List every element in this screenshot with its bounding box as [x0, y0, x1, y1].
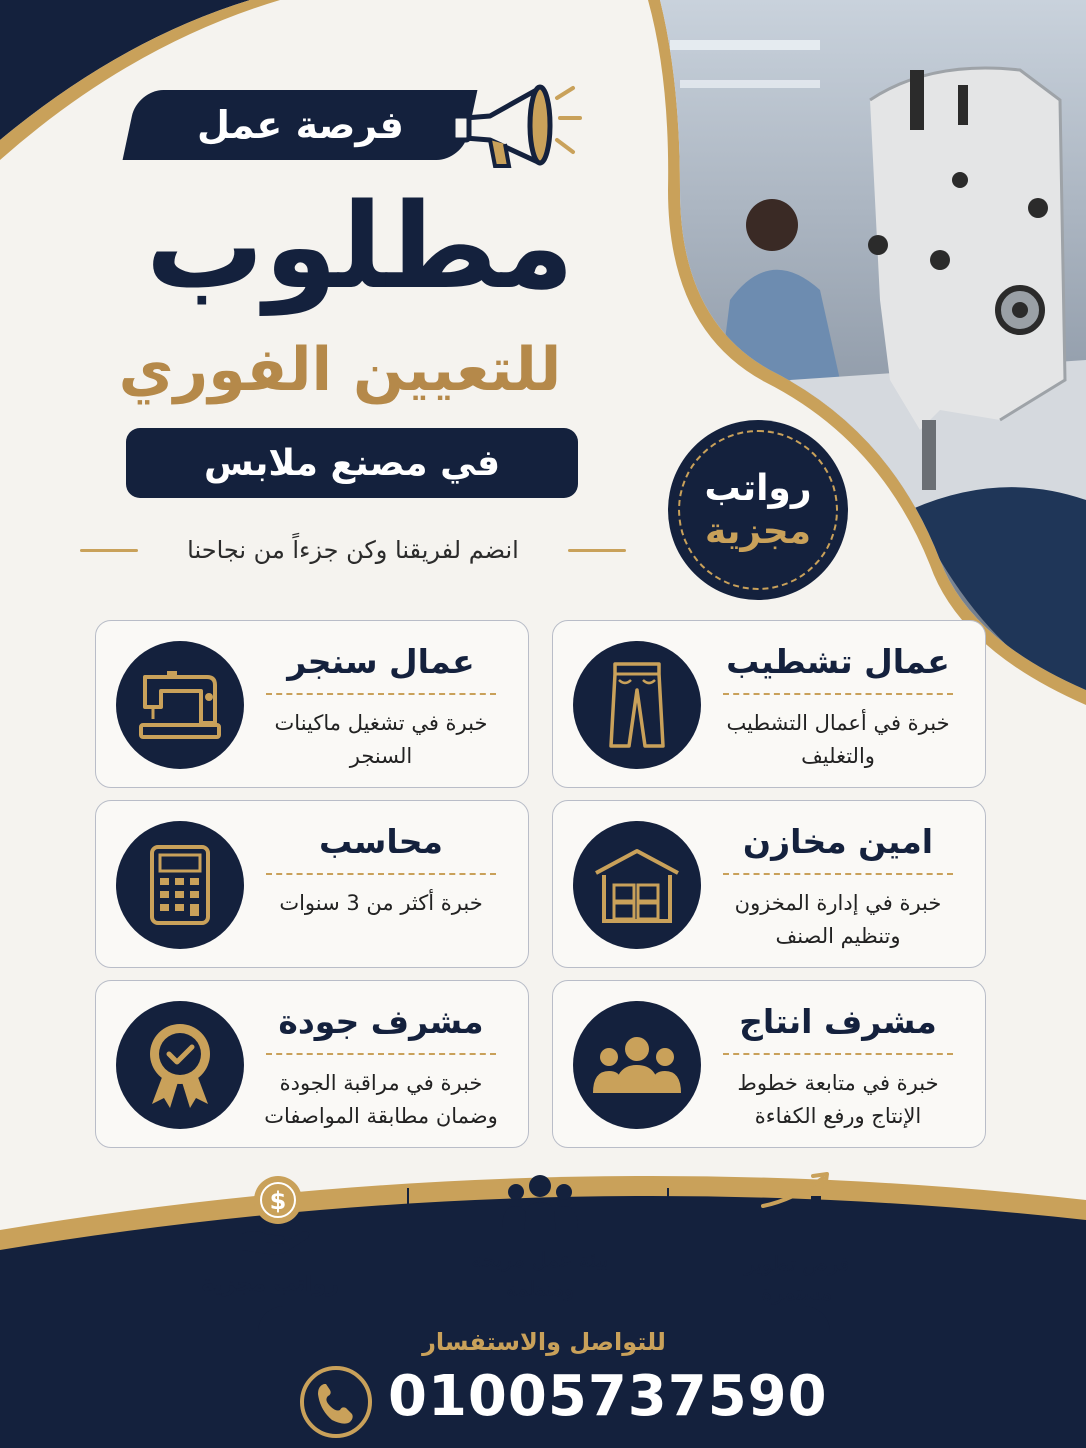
- page-subtitle: للتعيين الفوري: [118, 335, 562, 405]
- job-card-sewing: [95, 620, 529, 788]
- separator: [407, 1188, 409, 1288]
- job-card-production-supervisor: [552, 980, 986, 1148]
- divider: [723, 1053, 953, 1055]
- job-card-accountant: [95, 800, 529, 968]
- job-card-storekeeper: [552, 800, 986, 968]
- job-title: مشرف انتاج: [739, 1002, 937, 1041]
- separator: [667, 1188, 669, 1288]
- benefit-label: فرص تطوير مستمرة: [744, 1252, 850, 1306]
- benefit-label: بيئة عمل مريحة ومنظمة: [471, 1248, 609, 1302]
- megaphone-icon: [445, 78, 585, 178]
- benefit-environment: [440, 1172, 640, 1305]
- divider: [266, 1053, 496, 1055]
- factory-banner: [126, 428, 578, 498]
- growth-chart-icon: [757, 1170, 837, 1240]
- contact-label: للتواصل والاستفسار: [422, 1328, 666, 1356]
- job-description: خبرة في مراقبة الجودة وضمان مطابقة المواصفات: [264, 1071, 498, 1128]
- page-title: مطلوب: [145, 177, 575, 315]
- badge-line-1: رواتب: [704, 467, 812, 509]
- warehouse-icon: [592, 845, 682, 925]
- tagline: [80, 530, 626, 570]
- salary-badge: [668, 420, 848, 600]
- divider: [723, 873, 953, 875]
- group-icon: [500, 1172, 580, 1232]
- benefit-salary: [170, 1172, 370, 1301]
- job-icon-circle: [573, 1001, 701, 1129]
- job-description: خبرة في أعمال التشطيب والتغليف: [726, 711, 950, 768]
- job-icon-circle: [573, 641, 701, 769]
- benefit-label: رواتب مجزية: [201, 1272, 339, 1297]
- job-description: خبرة أكثر من 3 سنوات: [279, 891, 483, 916]
- divider: [266, 693, 496, 695]
- job-icon-circle: [116, 1001, 244, 1129]
- job-description: خبرة في تشغيل ماكينات السنجر: [274, 711, 488, 768]
- phone-icon[interactable]: [298, 1364, 374, 1440]
- badge-line-2: مجزية: [705, 511, 811, 552]
- job-title: امين مخازن: [742, 822, 934, 861]
- factory-label: في مصنع ملابس: [203, 442, 501, 484]
- job-title: عمال تشطيب: [726, 642, 950, 681]
- divider: [80, 549, 138, 552]
- team-icon: [591, 1035, 683, 1095]
- job-icon-circle: [573, 821, 701, 949]
- divider: [568, 549, 626, 552]
- pants-icon: [607, 660, 667, 750]
- quality-badge-icon: [144, 1020, 216, 1110]
- job-icon-circle: [116, 641, 244, 769]
- svg-text:$: $: [269, 1187, 287, 1215]
- divider: [723, 693, 953, 695]
- job-card-finishing: [552, 620, 986, 788]
- tagline-text: انضم لفريقنا وكن جزءاً من نجاحنا: [187, 536, 519, 564]
- job-description: خبرة في متابعة خطوط الإنتاج ورفع الكفاءة: [737, 1071, 939, 1128]
- job-title: مشرف جودة: [278, 1002, 484, 1041]
- tag-label: فرصة عمل: [196, 103, 404, 147]
- contact-box: [258, 1306, 830, 1448]
- job-opportunity-tag: [123, 90, 478, 160]
- divider: [266, 873, 496, 875]
- sewing-machine-icon: [137, 667, 223, 743]
- calculator-icon: [149, 844, 211, 926]
- job-title: محاسب: [319, 822, 443, 861]
- job-title: عمال سنجر: [287, 642, 475, 681]
- salary-hand-icon: [220, 1172, 320, 1258]
- job-description: خبرة في إدارة المخزون وتنظيم الصنف: [734, 891, 942, 948]
- phone-number[interactable]: 01005737590: [388, 1364, 828, 1429]
- job-card-quality-supervisor: [95, 980, 529, 1148]
- job-icon-circle: [116, 821, 244, 949]
- benefit-development: [697, 1170, 897, 1309]
